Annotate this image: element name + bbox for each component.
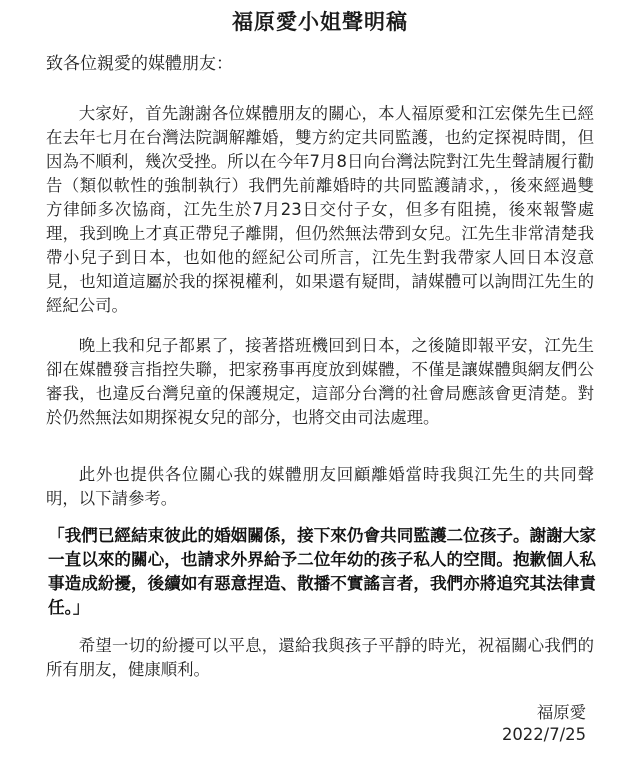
statement-title: 福原愛小姐聲明稿 [232, 10, 408, 34]
paragraph-1: 大家好，首先謝謝各位媒體朋友的關心，本人福原愛和江宏傑先生已經在去年七月在台灣法院調解離婚，雙方約定共同監護，也約定探視時間，但因為不順利，幾次受挫。所以在今年7月8日向台灣法院對江先生聲請履行勸告（類似軟性的強制執行）我們先前離婚時的共同監護請求，，後來經過雙方律師多次協商，江先生於7月23日交付子女，但多有阻撓，後來報警處理，我到晚上才真正帶兒子離開，但仍然無法帶到女兒。江先生非常清楚我帶小兒子到日本，也如他的經紀公司所言，江先生對我帶家人回日本沒意見，也知道這屬於我的探視權利，如果還有疑問，請媒體可以詢問江先生的經紀公司。 [46, 104, 594, 315]
closing-paragraph: 希望一切的紛擾可以平息，還給我與孩子平靜的時光，祝福關心我們的所有朋友，健康順利。 [46, 636, 594, 679]
paragraph-3: 此外也提供各位關心我的媒體朋友回顧離婚當時我與江先生的共同聲明，以下請參考。 [46, 465, 594, 508]
salutation: 致各位親愛的媒體朋友： [46, 54, 233, 74]
joint-statement-quote: 「我們已經結束彼此的婚姻關係，接下來仍會共同監護二位孩子。謝謝大家一直以來的關心，也請求外界給予二位年幼的孩子私人的空間。抱歉個人私事造成紛擾，後續如有惡意捏造、散播不實謠言者，我們亦將追究其法律責任。」 [48, 526, 596, 617]
signature-name: 福原愛 [536, 703, 586, 722]
signature-block [502, 702, 586, 746]
paragraph-2: 晚上我和兒子都累了，接著搭班機回到日本，之後隨即報平安，江先生卻在媒體發言指控失聯，把家務事再度放到媒體，不僅是讓媒體與網友們公審我，也違反台灣兒童的保護規定，這部分台灣的社會局應該會更清楚。對於仍然無法如期探視女兒的部分，也將交由司法處理。 [46, 336, 594, 427]
signature-date: 2022/7/25 [501, 725, 586, 744]
